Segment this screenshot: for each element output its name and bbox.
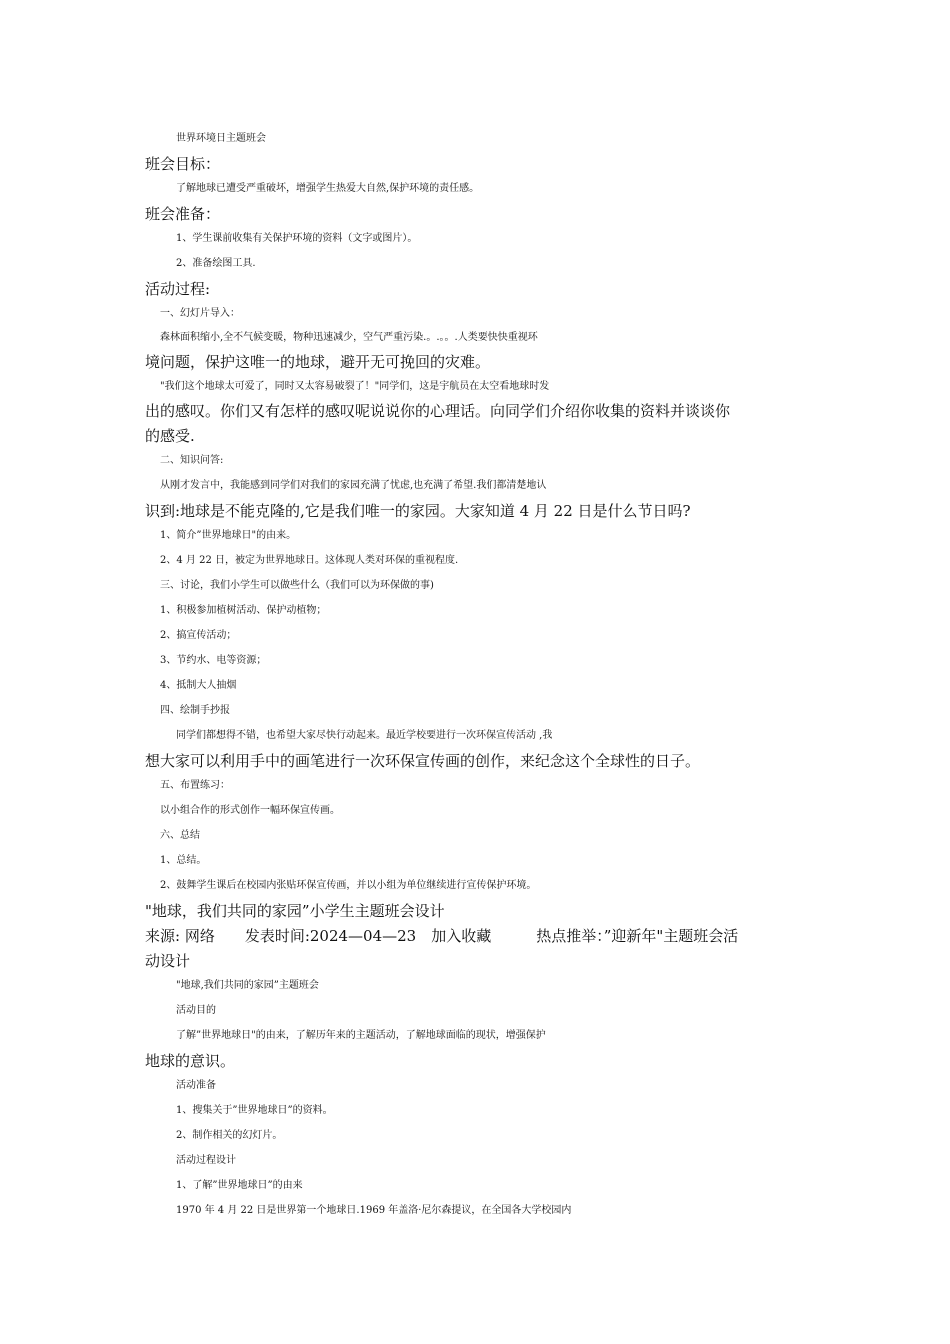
paragraph-line: 境问题，保护这唯一的地球，避开无可挽回的灾难。: [145, 353, 491, 371]
section-heading: 班会目标：: [145, 155, 221, 173]
section-heading: 活动过程:: [145, 280, 211, 298]
paragraph-line: 了解”世界地球日"的由来，了解历年来的主题活动，了解地球面临的现状，增强保护: [176, 1030, 546, 1041]
section-heading: 班会准备：: [145, 205, 221, 223]
article-meta: 来源: 网络 发表时间:2024—04—23 加入收藏 热点推举：”迎新年"主题班会活: [145, 927, 739, 945]
list-item: 2、制作相关的幻灯片。: [176, 1130, 283, 1141]
section-heading: 三、讨论，我们小学生可以做些什么（我们可以为环保做的事): [160, 580, 434, 591]
paragraph-line: "我们这个地球太可爱了，同时又太容易破裂了！"同学们，这是宇航员在太空看地球时发: [160, 381, 550, 392]
doc-title: 世界环境日主题班会: [176, 133, 266, 144]
paragraph-line: 识到:地球是不能克隆的,它是我们唯一的家园。大家知道 4 月 22 日是什么节日吗?: [145, 502, 691, 520]
paragraph-line: 1970 年 4 月 22 日是世界第一个地球日.1969 年盖洛·尼尔森提议，在全国各大学校园内: [176, 1205, 572, 1216]
article-meta: 动设计: [145, 952, 191, 970]
article-title: "地球，我们共同的家园”小学生主题班会设计: [145, 902, 445, 920]
paragraph-line: 地球的意识。: [145, 1052, 236, 1070]
paragraph-line: 以小组合作的形式创作一幅环保宣传画。: [160, 805, 340, 816]
paragraph-line: 出的感叹。你们又有怎样的感叹呢说说你的心理话。向同学们介绍你收集的资料并谈谈你: [145, 402, 731, 420]
section-heading: 活动过程设计: [176, 1155, 236, 1166]
section-heading: "地球,我们共同的家园”主题班会: [176, 980, 319, 991]
section-heading: 一、幻灯片导入：: [160, 308, 240, 319]
list-item: 1、了解”世界地球日”的由来: [176, 1180, 303, 1191]
paragraph-line: 想大家可以利用手中的画笔进行一次环保宣传画的创作，来纪念这个全球性的日子。: [145, 752, 701, 770]
paragraph-line: 了解地球已遭受严重破坏，增强学生热爱大自然,保护环境的责任感。: [176, 183, 480, 194]
paragraph-line: 同学们都想得不错，也希望大家尽快行动起来。最近学校要进行一次环保宣传活动 ,我: [176, 730, 553, 741]
list-item: 2、搞宣传活动；: [160, 630, 237, 641]
list-item: 2、鼓舞学生课后在校园内张贴环保宣传画，并以小组为单位继续进行宣传保护环境。: [160, 880, 537, 891]
section-heading: 活动目的: [176, 1005, 216, 1016]
paragraph-line: 的感受.: [145, 427, 195, 445]
list-item: 1、简介”世界地球日"的由来。: [160, 530, 297, 541]
list-item: 1、积极参加植树活动、保护动植物；: [160, 605, 327, 616]
paragraph-line: 森林面积缩小,全不气候变暖，物种迅速减少，空气严重污染.。.。。.人类要快快重视环: [160, 332, 538, 343]
list-item: 1、总结。: [160, 855, 207, 866]
section-heading: 二、知识问答:: [160, 455, 224, 466]
section-heading: 六、总结: [160, 830, 200, 841]
list-item: 1、搜集关于”世界地球日”的资料。: [176, 1105, 333, 1116]
list-item: 1、学生课前收集有关保护环境的资料（文字或图片）。: [176, 233, 418, 244]
list-item: 2、准备绘图工具.: [176, 258, 256, 269]
paragraph-line: 从刚才发言中，我能感到同学们对我们的家园充满了忧虑,也充满了希望.我们都清楚地认: [160, 480, 547, 491]
section-heading: 活动准备: [176, 1080, 216, 1091]
list-item: 2、4 月 22 日，被定为世界地球日。这体现人类对环保的重视程度.: [160, 555, 459, 566]
section-heading: 五、布置练习：: [160, 780, 230, 791]
list-item: 4、抵制大人抽烟: [160, 680, 237, 691]
section-heading: 四、绘制手抄报: [160, 705, 230, 716]
list-item: 3、节约水、电等资源；: [160, 655, 267, 666]
